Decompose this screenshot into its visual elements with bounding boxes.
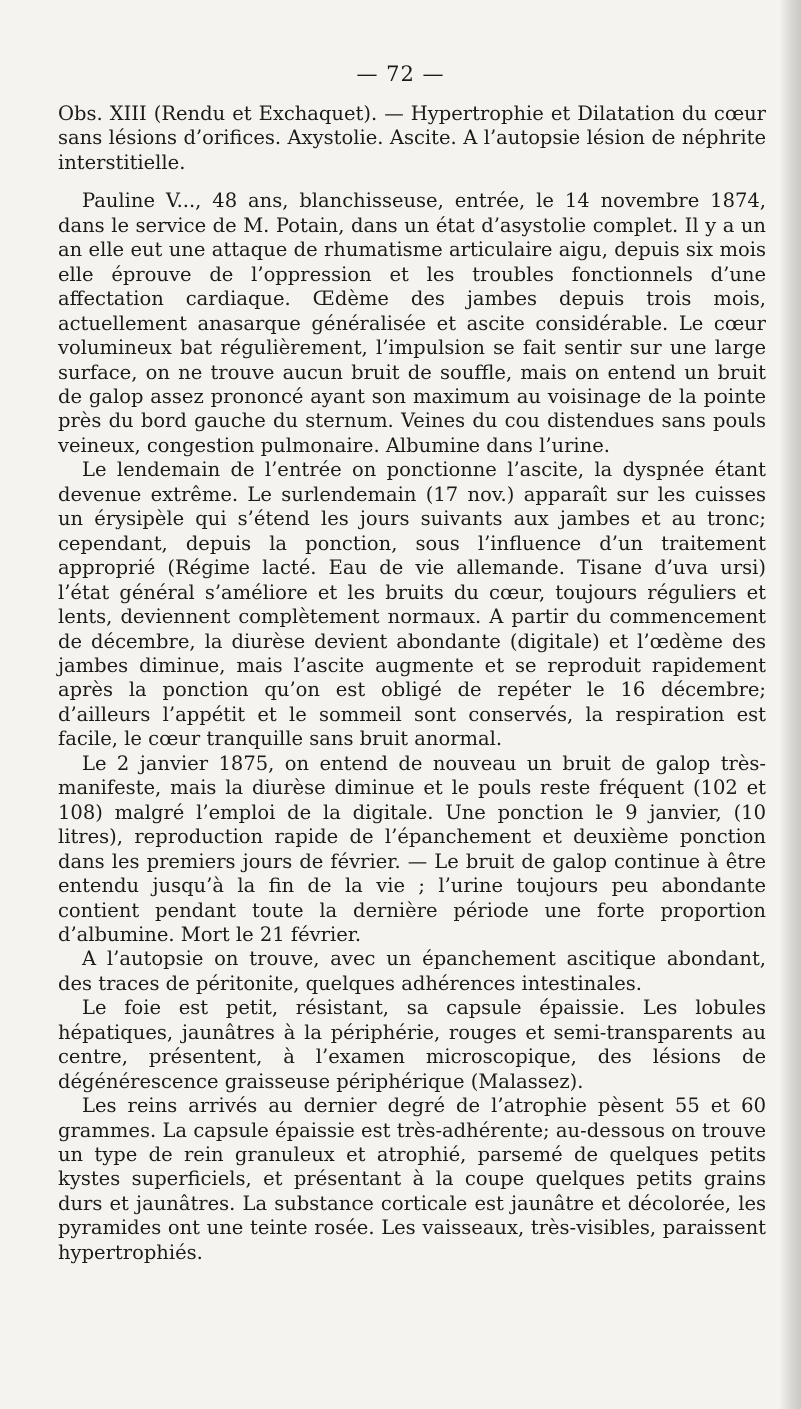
paragraph-liver: Le foie est petit, résistant, sa capsule épaissie. Les lobules hépatiques, jaunâtres à la périphérie, rouges et semi-transparents au centre, présentent, à l’examen microscopique, des lésions de dégénérescence graisseuse périphérique (Malassez). — [58, 996, 766, 1093]
paragraph-autopsy: A l’autopsie on trouve, avec un épanchement ascitique abondant, des traces de péritonite, quelques adhérences intestinales. — [58, 947, 766, 995]
page-number: — 72 — — [356, 62, 445, 86]
paragraph-patient-history: Pauline V..., 48 ans, blanchisseuse, entrée, le 14 novembre 1874, dans le service de M. Potain, dans un état d’asystolie complet. Il y a un an elle eut une attaque de rhumatisme articulaire aigu, depuis six mois elle éprouve de l’oppression et les troubles fonctionnels d’une affectation cardiaque. Œdème des jambes depuis trois mois, actuellement anasarque généralisée et ascite considérable. Le cœur volumineux bat régulièrement, l’impulsion se fait sentir sur une large surface, on ne trouve aucun bruit de souffle, mais on entend un bruit de galop assez prononcé ayant son maximum au voisinage de la pointe près du bord gauche du sternum. Veines du cou distendues sans pouls veineux, congestion pulmonaire. Albumine dans l’urine. — [58, 189, 766, 457]
paragraph-kidneys: Les reins arrivés au dernier degré de l’atrophie pèsent 55 et 60 grammes. La capsule épaissie est très-adhérente; au-dessous on trouve un type de rein granuleux et atrophié, parsemé de quelques petits kystes superficiels, et présentant à la coupe quelques petits grains durs et jaunâtres. La substance corticale est jaunâtre et décolorée, les pyramides ont une teinte rosée. Les vaisseaux, très-visibles, paraissent hypertrophiés. — [58, 1094, 766, 1264]
body-text — [58, 102, 766, 1265]
paragraph-january: Le 2 janvier 1875, on entend de nouveau un bruit de galop très-manifeste, mais la diurèse diminue et le pouls reste fréquent (102 et 108) malgré l’emploi de la digitale. Une ponction le 9 janvier, (10 litres), reproduction rapide de l’épanchement et deuxième ponction dans les premiers jours de février. — Le bruit de galop continue à être entendu jusqu’à la fin de la vie ; l’urine toujours peu abondante contient pendant toute la dernière période une forte proportion d’albumine. Mort le 21 février. — [58, 751, 766, 946]
paragraph-treatment: Le lendemain de l’entrée on ponctionne l’ascite, la dyspnée étant devenue extrême. Le surlendemain (17 nov.) apparaît sur les cuisses un érysipèle qui s’étend les jours suivants aux jambes et au tronc; cependant, depuis la ponction, sous l’influence d’un traitement approprié (Régime lacté. Eau de vie allemande. Tisane d’uva ursi) l’état général s’améliore et les bruits du cœur, toujours réguliers et lents, deviennent complètement normaux. A partir du commencement de décembre, la diurèse devient abondante (digitale) et l’œdème des jambes diminue, mais l’ascite augmente et se reproduit rapidement après la ponction qu’on est obligé de repéter le 16 décembre; d’ailleurs l’appétit et le sommeil sont conservés, la respiration est facile, le cœur tranquille sans bruit anormal. — [58, 458, 766, 751]
observation-heading: Obs. XIII (Rendu et Exchaquet). — Hypertrophie et Dilatation du cœur sans lésions d’orifices. Axystolie. Ascite. A l’autopsie lésion de néphrite interstitielle. — [58, 102, 766, 174]
page-edge-shadow — [779, 0, 801, 1409]
